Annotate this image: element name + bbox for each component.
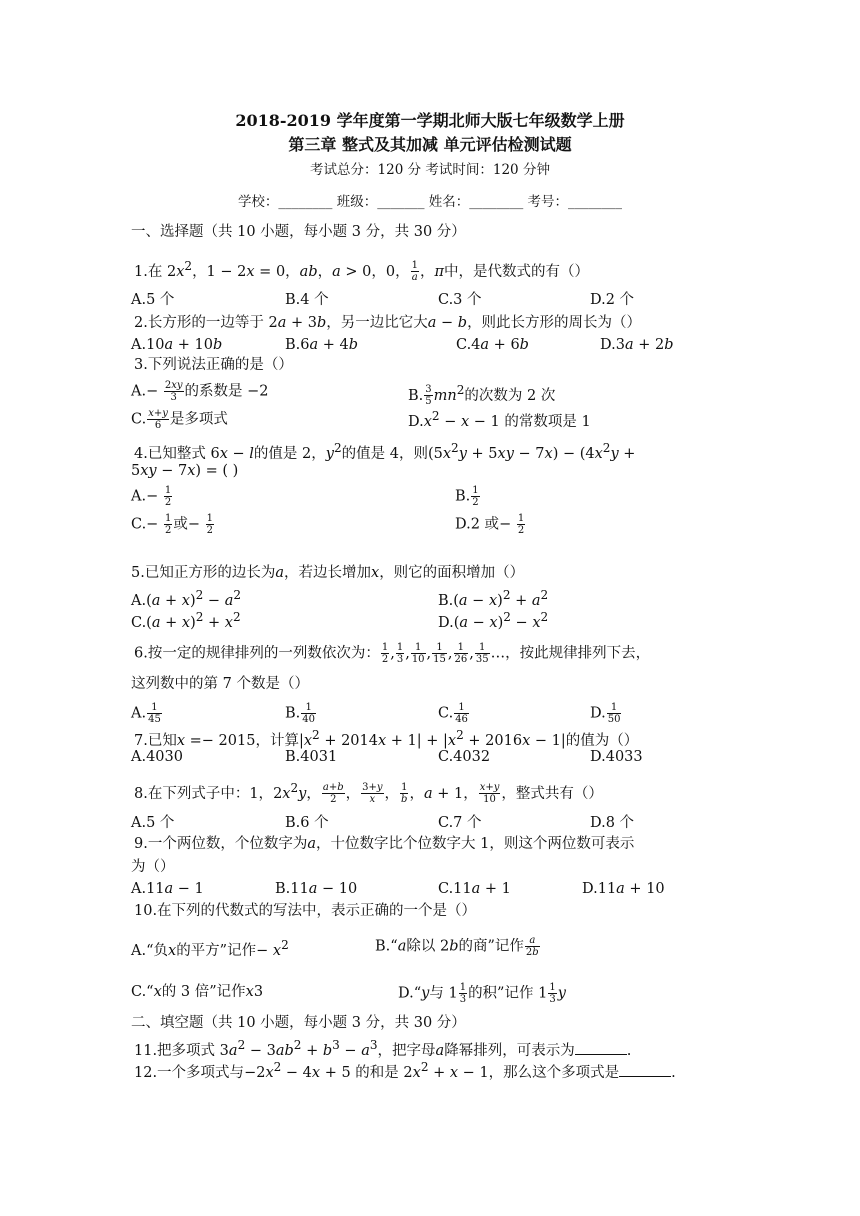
q1-option-d: D.2 个	[590, 292, 635, 308]
q1-option-c: C.3 个	[438, 292, 482, 308]
q5-option-d: $D.(a - x)^2 - x^2$	[438, 610, 549, 631]
q4-option-a: A.− $\frac{1}{2}$	[131, 485, 172, 508]
exam-info: 考试总分：120 分 考试时间：120 分钟	[310, 162, 550, 178]
q4-option-c: C.− $\frac{1}{2}$ 或− $\frac{1}{2}$	[131, 513, 213, 536]
q3-option-b: B. $\frac{3}{5}$ $mn^2$的次数为 2 次	[408, 383, 556, 408]
q3-stem: 3.下列说法正确的是（）	[134, 357, 293, 373]
q8-option-b: B.6 个	[285, 815, 329, 831]
title-line-2: 第三章 整式及其加减 单元评估检测试题	[288, 135, 572, 154]
q3-option-c: C. $\frac{x+y}{6}$ 是多项式	[131, 408, 228, 431]
q12-answer-blank[interactable]	[619, 1062, 671, 1077]
q9-option-b: B.11a − 10	[275, 881, 358, 897]
q9-option-c: C.11a + 1	[438, 881, 511, 897]
q2-option-d: D.3a + 2b	[600, 337, 674, 353]
q10-option-b: B.“a除以 2b的商”记作 $\frac{a}{2b}$	[375, 935, 539, 958]
q11-answer-blank[interactable]	[575, 1040, 627, 1055]
q7-option-b: B.4031	[285, 749, 338, 765]
q10-option-a: A.“负x的平方”记作− $x^2$	[131, 938, 289, 959]
q2-option-c: C.4a + 6b	[456, 337, 529, 353]
q5-stem: 5.已知正方形的边长为a，若边长增加x，则它的面积增加（）	[131, 565, 525, 581]
q6-stem-line-2: 这列数中的第 7 个数是（）	[131, 676, 309, 692]
q5-option-c: $C.(a + x)^2 + x^2$	[131, 610, 241, 631]
q7-option-d: D.4033	[590, 749, 643, 765]
q2-stem: 2.长方形的一边等于 2a + 3b，另一边比它大a − b，则此长方形的周长为（）	[134, 315, 642, 331]
q8-option-d: D.8 个	[590, 815, 635, 831]
q7-option-a: A.4030	[131, 749, 183, 765]
q9-option-a: A.11a − 1	[131, 881, 204, 897]
q1-stem: 1.在 $2x^2$，1 − 2x = 0，ab，a > 0，0， $\frac{1}{a}$ ，π中，是代数式的有（）	[134, 259, 589, 284]
q3-option-d: $D.x^2 - x - 1$ 的常数项是 1	[408, 409, 591, 430]
q12-stem: 12.一个多项式与$-2x^2 - 4x + 5$ 的和是 $2x^2 + x - 1$，那么这个多项式是 .	[134, 1060, 676, 1081]
q2-option-b: B.6a + 4b	[285, 337, 359, 353]
section-2-heading: 二、填空题（共 10 小题，每小题 3 分，共 30 分）	[131, 1015, 466, 1031]
q5-option-b: $B.(a - x)^2 + a^2$	[438, 588, 549, 609]
q8-option-a: A.5 个	[131, 815, 175, 831]
q10-stem: 10.在下列的代数式的写法中，表示正确的一个是（）	[134, 903, 477, 919]
q10-option-d: D.“y与 1 $\frac{1}{3}$ 的积”记作 1 $\frac{1}{3}$ y	[398, 982, 566, 1005]
q4-option-b: B. $\frac{1}{2}$	[455, 485, 479, 508]
q6-option-d: D. $\frac{1}{50}$	[590, 702, 621, 725]
q1-option-a: A.5 个	[131, 292, 175, 308]
q4-stem-line-2: 5xy − 7x) = ( )	[131, 463, 239, 479]
q9-stem-line-1: 9.一个两位数，个位数字为a，十位数字比个位数字大 1，则这个两位数可表示	[134, 836, 635, 852]
q11-stem: 11.把多项式 $3a^2 - 3ab^2 + b^3 - a^3$，把字母a降幂排列，可表示为 .	[134, 1038, 632, 1059]
q6-stem-line-1: 6.按一定的规律排列的一列数依次为： $\frac{1}{2}$ , $\frac{1}{3}$ , $\frac{1}{10}$ , $\frac{1}{15}$ , $\frac{1}{26}$ , $\frac{1}{35}$ …，按此规律排列下去，	[134, 642, 651, 665]
q10-option-c: C.“x的 3 倍”记作x3	[131, 984, 264, 1000]
q7-stem: 7.已知x =− 2015，计算$|x^2 + 2014x + 1| + |x^2 + 2016x - 1|$的值为（）	[134, 728, 639, 749]
title-line-1: 2018-2019 学年度第一学期北师大版七年级数学上册	[235, 111, 625, 130]
section-1-heading: 一、选择题（共 10 小题，每小题 3 分，共 30 分）	[131, 224, 466, 240]
q1-option-b: B.4 个	[285, 292, 329, 308]
q6-option-b: B. $\frac{1}{40}$	[285, 702, 315, 725]
q4-stem-line-1: 4.已知整式 6x − l的值是 2，$y^2$的值是 4，则$(5x^2y + 5xy - 7x) - (4x^2y$ +	[134, 441, 636, 462]
q3-option-a: A.− $\frac{2xy}{3}$ 的系数是 −2	[131, 380, 269, 403]
q7-option-c: C.4032	[438, 749, 491, 765]
q6-option-a: A. $\frac{1}{45}$	[131, 702, 161, 725]
q4-option-d: D.2 或− $\frac{1}{2}$	[455, 513, 525, 536]
q5-option-a: $A.(a + x)^2 - a^2$	[131, 588, 242, 609]
q8-option-c: C.7 个	[438, 815, 482, 831]
student-info-fields: 学校：________ 班级：_______ 姓名：________ 考号：________	[237, 194, 623, 210]
q9-stem-line-2: 为（）	[131, 859, 175, 875]
q8-stem: 8.在下列式子中：1，$2x^2y$， $\frac{a+b}{2}$ ， $\frac{3+y}{x}$ ， $\frac{1}{b}$ ，a + 1， $\frac{x+y}{10}$ ，整式共有（）	[134, 781, 603, 806]
q9-option-d: D.11a + 10	[582, 881, 665, 897]
q2-option-a: A.10a + 10b	[131, 337, 223, 353]
q6-option-c: C. $\frac{1}{46}$	[438, 702, 468, 725]
